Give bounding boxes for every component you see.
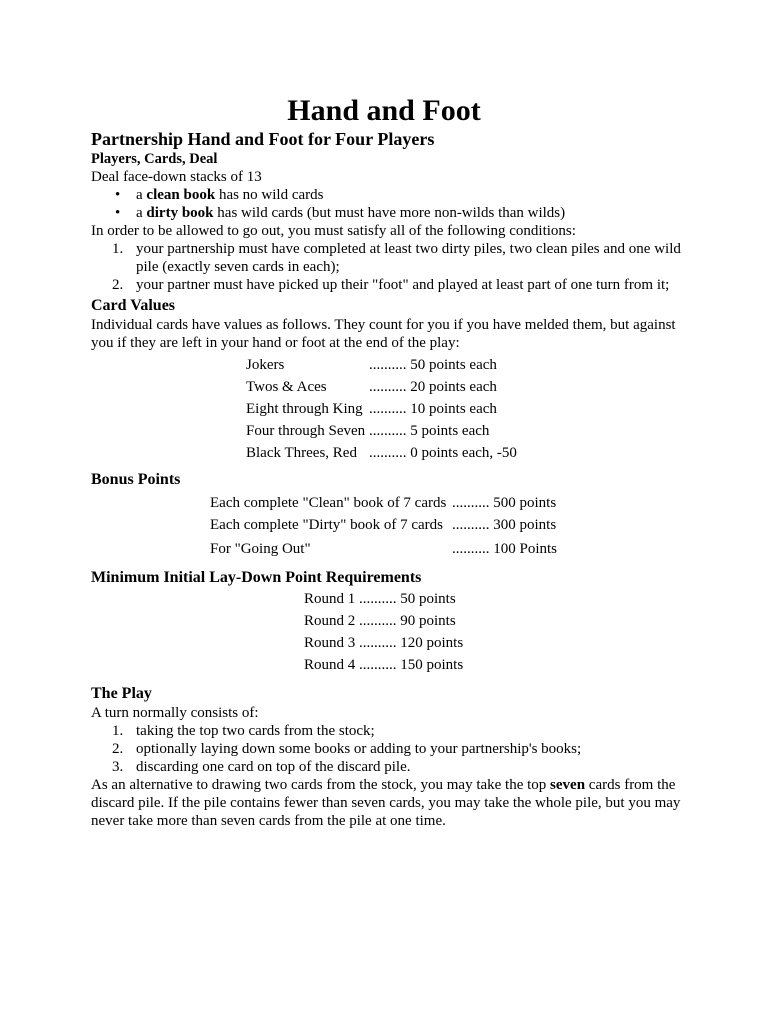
table-row: Round 4 .......... 150 points (304, 657, 464, 673)
book-definitions-list (91, 186, 691, 222)
table-row: Each complete "Clean" book of 7 cards .......... 500 points (210, 495, 557, 511)
play-intro: A turn normally consists of: (91, 705, 259, 721)
list-item: 2. your partner must have picked up their "foot" and played at least part of one turn from it; (112, 277, 670, 293)
list-item: 1. taking the top two cards from the stock; (112, 723, 375, 739)
heading-bonus-points: Bonus Points (91, 471, 181, 488)
list-item: 3. discarding one card on top of the discard pile. (112, 759, 411, 775)
card-values-intro: Individual cards have values as follows. They count for you if you have melded them, but against you if they are left in your hand or foot at the end of the play: (91, 317, 676, 351)
heading-minimum-lay-down: Minimum Initial Lay-Down Point Requirements (91, 569, 422, 586)
table-row: Four through Seven .......... 5 points each (246, 423, 490, 439)
table-row: Each complete "Dirty" book of 7 cards .......... 300 points (210, 517, 557, 533)
table-row: Round 3 .......... 120 points (304, 635, 464, 651)
list-item: • a clean book has no wild cards (115, 187, 324, 203)
heading-card-values: Card Values (91, 297, 176, 314)
bullet-icon: • (115, 205, 121, 221)
table-row: Round 1 .......... 50 points (304, 591, 456, 607)
table-row: Black Threes, Red .......... 0 points each, -50 (246, 445, 517, 461)
heading-players-cards-deal: Players, Cards, Deal (91, 151, 218, 167)
table-row: Round 2 .......... 90 points (304, 613, 456, 629)
list-item: • a dirty book has wild cards (but must have more non-wilds than wilds) (115, 205, 566, 221)
list-item: 2. optionally laying down some books or adding to your partnership's books; (112, 741, 582, 757)
table-row: Twos & Aces .......... 20 points each (246, 379, 497, 395)
page-title: Hand and Foot (287, 94, 481, 127)
minimum-requirements-table (91, 588, 691, 676)
list-item: 1. your partnership must have completed at least two dirty piles, two clean piles and one wild pile (exactly seven cards in each); (112, 241, 681, 275)
heading-the-play: The Play (91, 685, 152, 702)
discard-alternative-paragraph: As an alternative to drawing two cards from the stock, you may take the top seven cards from the discard pile. If the pile contains fewer than seven cards, you may take the whole pile, but you may never take more than seven cards from the pile at one time. (91, 777, 681, 829)
subtitle: Partnership Hand and Foot for Four Players (91, 129, 435, 149)
deal-intro: Deal face-down stacks of 13 (91, 169, 262, 185)
conditions-intro: In order to be allowed to go out, you must satisfy all of the following conditions: (91, 223, 576, 239)
table-row: For "Going Out" .......... 100 Points (210, 541, 558, 557)
conditions-list (91, 240, 691, 294)
card-values-table (91, 354, 691, 464)
bonus-points-table (91, 492, 691, 562)
table-row: Eight through King .......... 10 points each (246, 401, 497, 417)
bullet-icon: • (115, 187, 121, 203)
document-body (91, 128, 691, 830)
table-row: Jokers .......... 50 points each (246, 357, 497, 373)
turn-steps-list (91, 722, 691, 776)
